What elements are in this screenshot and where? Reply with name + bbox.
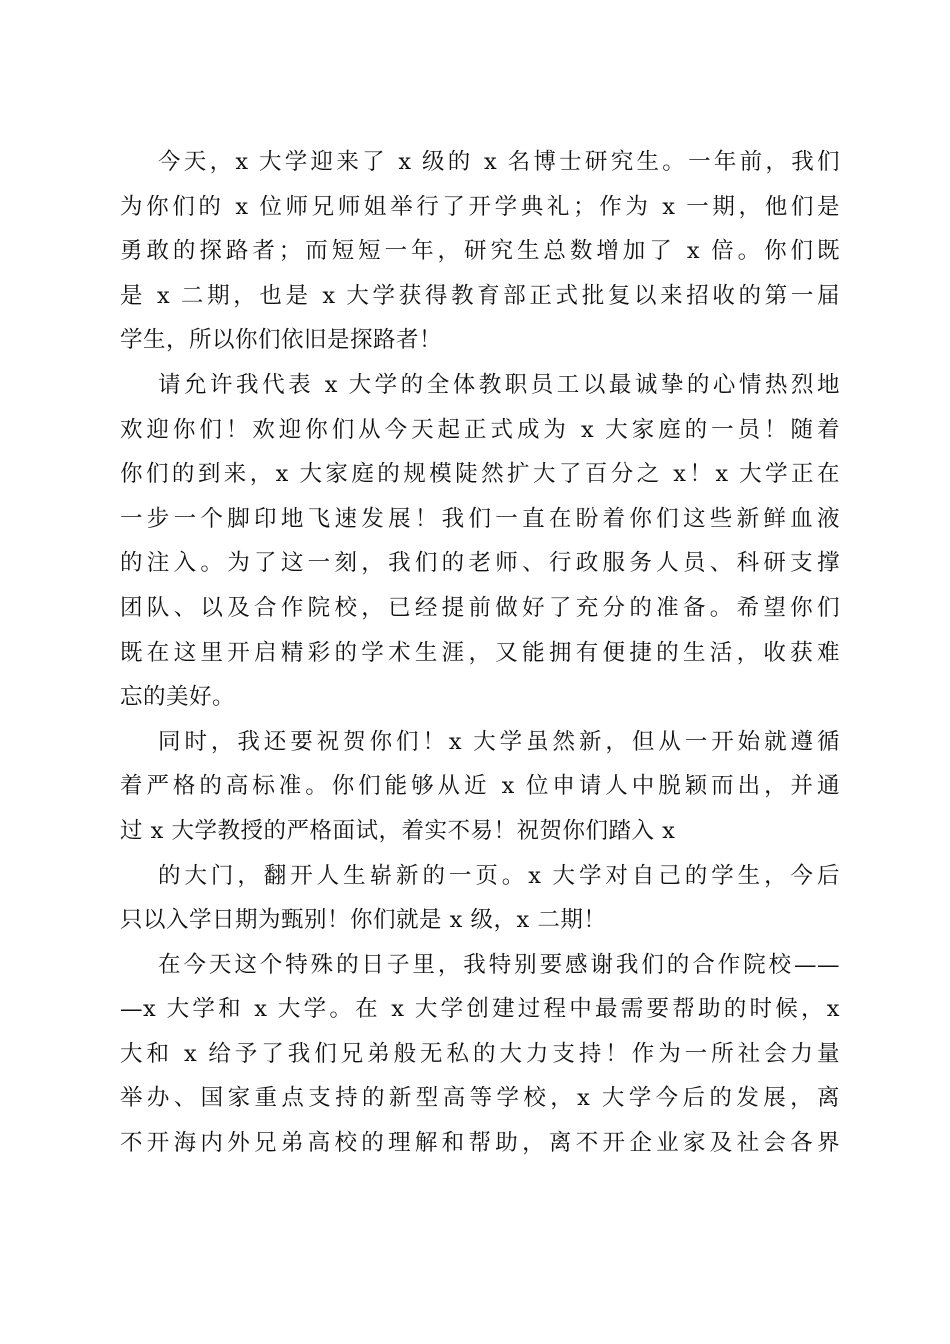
text-line: 在今天这个特殊的日子里，我特别要感谢我们的合作院校—— [158, 951, 840, 978]
text-line: 今天，x 大学迎来了 x 级的 x 名博士研究生。一年前，我们 [158, 149, 840, 175]
text-line: 请允许我代表 x 大学的全体教职员工以最诚挚的心情热烈地 [158, 371, 840, 398]
text-line: 一步一个脚印地飞速发展！我们一直在盼着你们这些新鲜血液 [120, 505, 840, 532]
text-line: 你们的到来，x 大家庭的规模陡然扩大了百分之 x！x 大学正在 [120, 461, 840, 488]
text-line: 同时，我还要祝贺你们！x 大学虽然新，但从一开始就遵循 [158, 728, 840, 755]
text-line: 过 x 大学教授的严格面试，着实不易！祝贺你们踏入 x [120, 817, 676, 844]
text-line: 勇敢的探路者；而短短一年，研究生总数增加了 x 倍。你们既 [120, 238, 840, 265]
text-line: 大和 x 给予了我们兄弟般无私的大力支持！作为一所社会力量 [120, 1040, 840, 1067]
text-line: 忘的美好。 [120, 684, 236, 711]
text-line: 学生，所以你们依旧是探路者！ [120, 327, 443, 354]
text-line: 举办、国家重点支持的新型高等学校，x 大学今后的发展，离 [120, 1085, 840, 1112]
speech-body [120, 140, 840, 1166]
text-line: 团队、以及合作院校，已经提前做好了充分的准备。希望你们 [120, 594, 840, 621]
text-line: 的大门，翻开人生崭新的一页。x 大学对自己的学生，今后 [158, 862, 840, 889]
text-line: 是 x 二期，也是 x 大学获得教育部正式批复以来招收的第一届 [120, 282, 840, 309]
text-line: 不开海内外兄弟高校的理解和帮助，离不开企业家及社会各界 [120, 1130, 840, 1157]
text-line: 既在这里开启精彩的学术生涯，又能拥有便捷的生活，收获难 [120, 639, 840, 666]
text-line: 只以入学日期为甄别！你们就是 x 级，x 二期！ [120, 907, 607, 934]
text-line: 的注入。为了这一刻，我们的老师、行政服务人员、科研支撑 [120, 550, 840, 577]
text-line: 着严格的高标准。你们能够从近 x 位申请人中脱颖而出，并通 [120, 773, 840, 800]
text-line: —x 大学和 x 大学。在 x 大学创建过程中最需要帮助的时候，x [120, 996, 840, 1023]
text-line: 为你们的 x 位师兄师姐举行了开学典礼；作为 x 一期，他们是 [120, 193, 840, 220]
text-line: 欢迎你们！欢迎你们从今天起正式成为 x 大家庭的一员！随着 [120, 416, 840, 443]
